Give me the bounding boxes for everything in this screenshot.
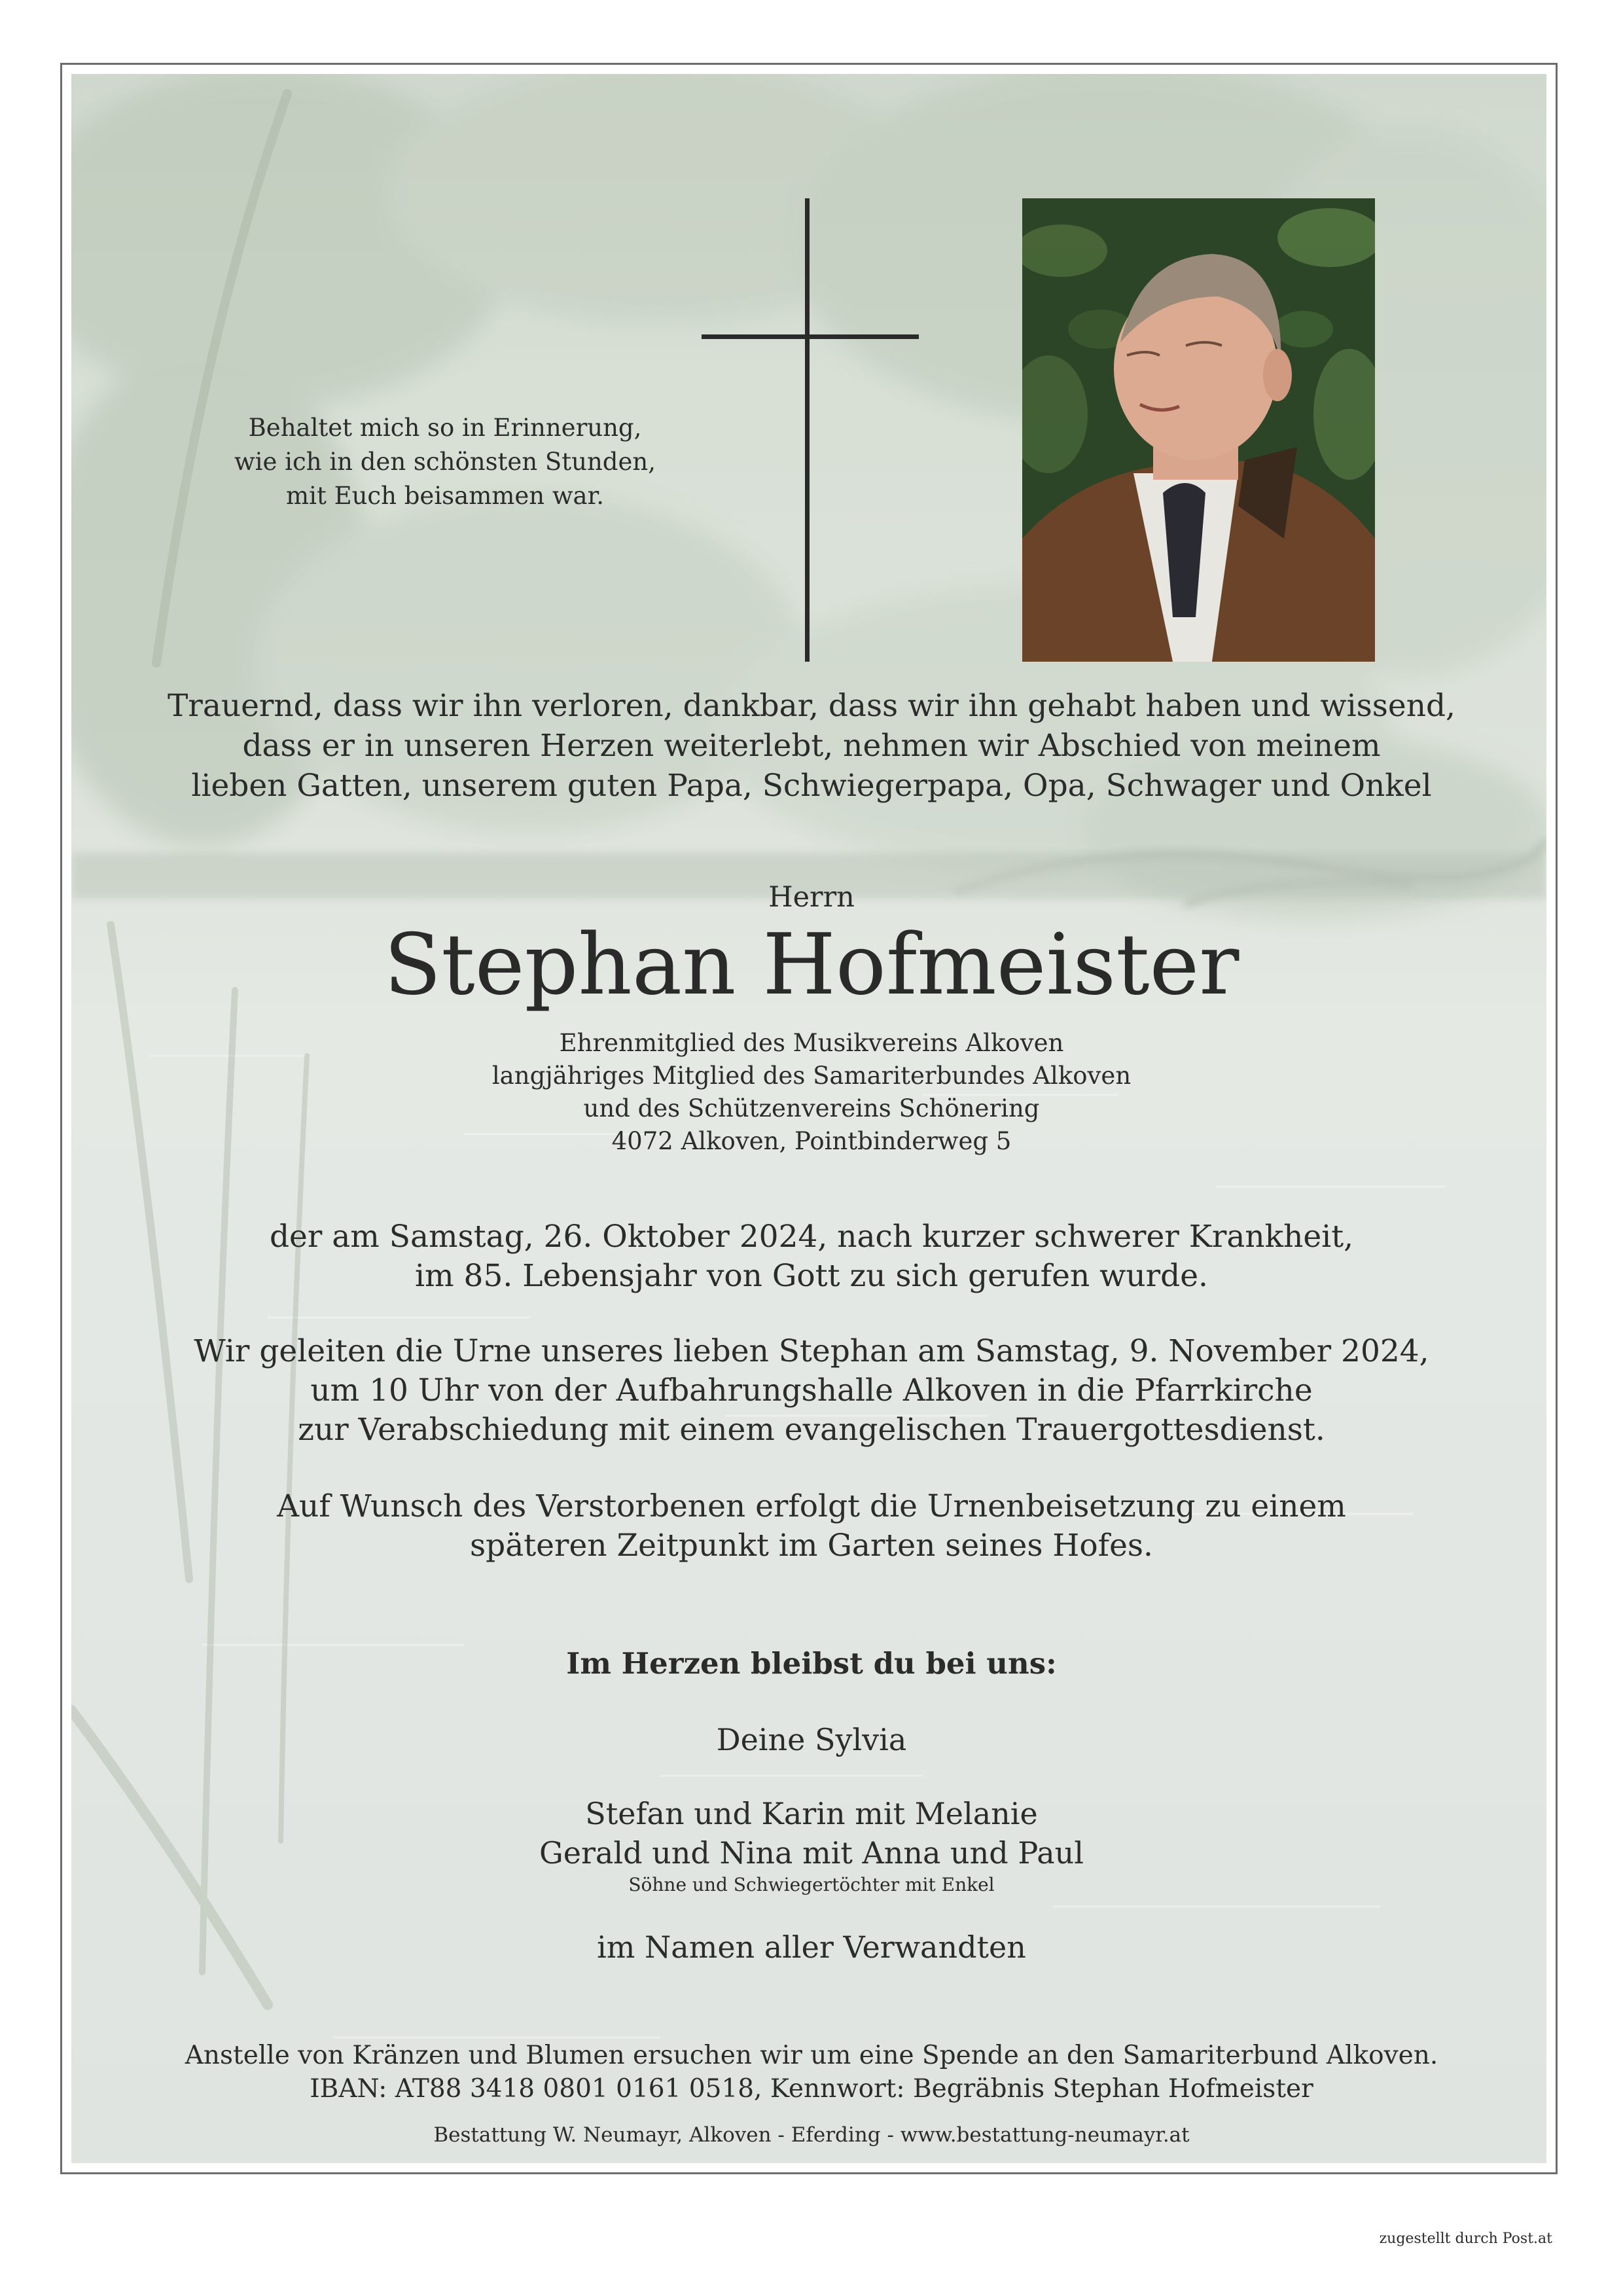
urn-burial-note bbox=[131, 1487, 1492, 1566]
mourner-children bbox=[131, 1794, 1492, 1873]
intro-text bbox=[131, 686, 1492, 806]
funeral-details bbox=[131, 1332, 1492, 1450]
intro-line: Trauernd, dass wir ihn verloren, dankbar, dass wir ihn gehabt haben und wissend, bbox=[168, 688, 1455, 724]
role-line: und des Schützenvereins Schönering bbox=[583, 1094, 1040, 1122]
cross-icon-bar bbox=[702, 334, 919, 339]
mourners-heading: Im Herzen bleibst du bei uns: bbox=[566, 1646, 1057, 1681]
quote-line: mit Euch beisammen war. bbox=[286, 482, 604, 510]
cross-icon bbox=[805, 198, 810, 662]
mourner-relatives: im Namen aller Verwandten bbox=[597, 1929, 1026, 1965]
children-line: Stefan und Karin mit Melanie bbox=[585, 1796, 1038, 1831]
intro-line: lieben Gatten, unserem guten Papa, Schwiegerpapa, Opa, Schwager und Onkel bbox=[191, 768, 1432, 804]
memorial-quote bbox=[196, 411, 694, 513]
death-line: der am Samstag, 26. Oktober 2024, nach kurzer schwerer Krankheit, bbox=[269, 1219, 1354, 1255]
urn-line: Auf Wunsch des Verstorbenen erfolgt die Urnenbeisetzung zu einem bbox=[277, 1488, 1346, 1524]
portrait-photo bbox=[1022, 198, 1375, 662]
quote-line: wie ich in den schönsten Stunden, bbox=[234, 448, 656, 476]
donation-line: Anstelle von Kränzen und Blumen ersuchen wir um eine Spende an den Samariterbund Alkoven. bbox=[185, 2041, 1438, 2070]
iban-line: IBAN: AT88 3418 0801 0161 0518, Kennwort: Begräbnis Stephan Hofmeister bbox=[310, 2074, 1313, 2104]
children-note: Söhne und Schwiegertöchter mit Enkel bbox=[628, 1874, 995, 1895]
role-line: langjähriges Mitglied des Samariterbundes Alkoven bbox=[491, 1062, 1132, 1090]
salutation: Herrn bbox=[768, 881, 855, 914]
quote-line: Behaltet mich so in Erinnerung, bbox=[248, 414, 642, 442]
urn-line: späteren Zeitpunkt im Garten seines Hofes. bbox=[470, 1528, 1153, 1564]
death-line: im 85. Lebensjahr von Gott zu sich gerufen wurde. bbox=[415, 1258, 1208, 1294]
mourner-wife: Deine Sylvia bbox=[716, 1722, 907, 1757]
funeral-line: zur Verabschiedung mit einem evangelischen Trauergottesdienst. bbox=[298, 1412, 1325, 1448]
deceased-name: Stephan Hofmeister bbox=[383, 916, 1240, 1014]
death-notice bbox=[131, 1217, 1492, 1296]
address-line: 4072 Alkoven, Pointbinderweg 5 bbox=[611, 1127, 1012, 1155]
funeral-home-footer: Bestattung W. Neumayr, Alkoven - Eferding - www.bestattung-neumayr.at bbox=[433, 2123, 1190, 2147]
funeral-line: Wir geleiten die Urne unseres lieben Stephan am Samstag, 9. November 2024, bbox=[194, 1333, 1429, 1369]
deceased-roles bbox=[131, 1027, 1492, 1158]
role-line: Ehrenmitglied des Musikvereins Alkoven bbox=[559, 1029, 1064, 1057]
children-line: Gerald und Nina mit Anna und Paul bbox=[539, 1835, 1084, 1871]
delivered-by-note: zugestellt durch Post.at bbox=[1379, 2231, 1552, 2247]
intro-line: dass er in unseren Herzen weiterlebt, nehmen wir Abschied von meinem bbox=[242, 728, 1381, 764]
donation-request bbox=[131, 2039, 1492, 2106]
funeral-line: um 10 Uhr von der Aufbahrungshalle Alkoven in die Pfarrkirche bbox=[310, 1372, 1313, 1408]
